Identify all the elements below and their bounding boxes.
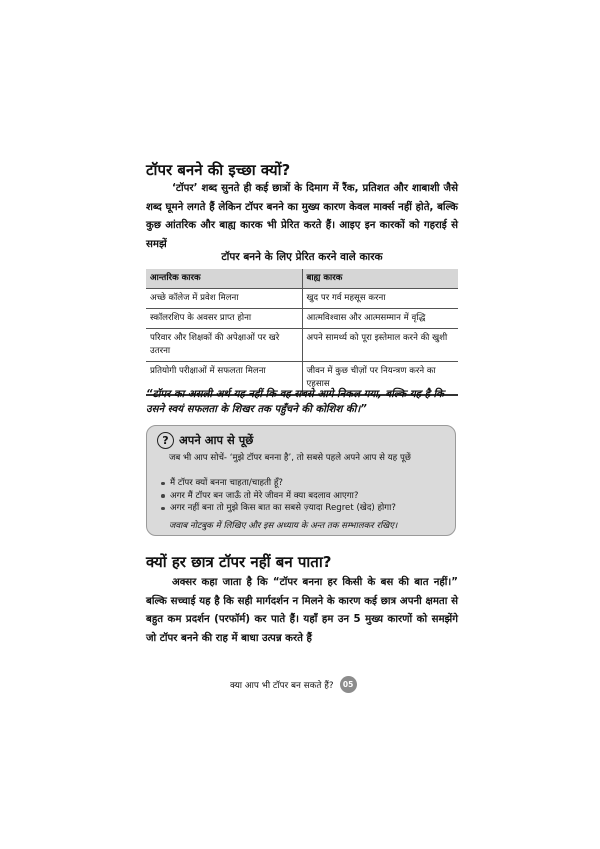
table-cell: परिवार और शिक्षकों की अपेक्षाओं पर खरे उतरना [146, 329, 302, 362]
footer-book-title: क्या आप भी टॉपर बन सकते हैं? [230, 680, 334, 691]
page-number-badge: 05 [340, 676, 357, 693]
ask-yourself-heading: अपने आप से पूछें [179, 433, 254, 447]
table-row [146, 289, 458, 309]
table-cell: खुद पर गर्व महसूस करना [302, 289, 458, 309]
table-cell: जीवन में कुछ चीज़ों पर नियन्त्रण करने का एहसास [302, 362, 458, 396]
ask-yourself-note: जवाब नोटबुक में लिखिए और इस अध्याय के अन्त तक सम्भालकर रखिए। [169, 521, 398, 531]
reasons-paragraph: अक्सर कहा जाता है कि “टॉपर बनना हर किसी के बस की बात नहीं।” बल्कि सच्चाई यह है कि सही मार्गदर्शन न मिलने के कारण कई छात्र अपनी क्षमता से बहुत कम प्रदर्शन (परफॉर्म) कर पाते हैं। यहाँ हम उन 5 मुख्य कारणों को समझेंगे जो टॉपर बनने की राह में बाधा उत्पन्न करते हैं [146, 577, 458, 644]
ask-yourself-intro: जब भी आप सोचें- ‘मुझे टॉपर बनना है’, तो सबसे पहले अपने आप से यह पूछें [169, 453, 411, 463]
page-footer [230, 676, 357, 693]
factors-table [146, 269, 458, 396]
list-item: मैं टॉपर क्यों बनना चाहता/चाहती हूँ? [161, 477, 449, 490]
table-cell: अपने सामर्थ्य को पूरा इस्तेमाल करने की खुशी [302, 329, 458, 362]
list-item: अगर नहीं बना तो मुझे किस बात का सबसे ज़्यादा Regret (खेद) होगा? [161, 502, 449, 515]
column-header-internal: आन्तरिक कारक [146, 269, 302, 289]
list-item: अगर मैं टॉपर बन जाऊँ तो मेरे जीवन में क्या बदलाव आएगा? [161, 490, 449, 503]
section-heading-why-not-every-student: क्यों हर छात्र टॉपर नहीं बन पाता? [146, 553, 332, 571]
table-cell: स्कॉलरशिप के अवसर प्राप्त होना [146, 309, 302, 329]
factors-table-title: टॉपर बनने के लिए प्रेरित करने वाले कारक [221, 251, 383, 263]
table-row [146, 329, 458, 362]
table-cell: अच्छे कॉलेज में प्रवेश मिलना [146, 289, 302, 309]
table-cell: आत्मविश्वास और आत्मसम्मान में वृद्धि [302, 309, 458, 329]
question-circle-icon: ? [157, 432, 174, 449]
factors-table-header-row [146, 269, 458, 289]
ask-yourself-box [146, 425, 456, 536]
ask-yourself-heading-row [157, 432, 253, 449]
table-cell: प्रतियोगी परीक्षाओं में सफलता मिलना [146, 362, 302, 396]
column-header-external: बाह्य कारक [302, 269, 458, 289]
section-heading-why-topper: टॉपर बनने की इच्छा क्यों? [146, 161, 291, 179]
table-row [146, 309, 458, 329]
topper-quote: “टॉपर का असली अर्थ यह नहीं कि वह सबसे आगे निकल गया, बल्कि यह है कि उसने स्वयं सफलता के शिखर तक पहुँचने की कोशिश की।” [146, 389, 444, 415]
intro-paragraph: ‘टॉपर’ शब्द सुनते ही कई छात्रों के दिमाग में रैंक, प्रतिशत और शाबाशी जैसे शब्द घूमने लगते हैं लेकिन टॉपर बनने का मुख्य कारण केवल मार्क्स नहीं होते, बल्कि कुछ आंतरिक और बाह्य कारक भी प्रेरित करते हैं। आइए इन कारकों को गहराई से समझें [146, 183, 458, 250]
ask-yourself-question-list [161, 477, 449, 515]
